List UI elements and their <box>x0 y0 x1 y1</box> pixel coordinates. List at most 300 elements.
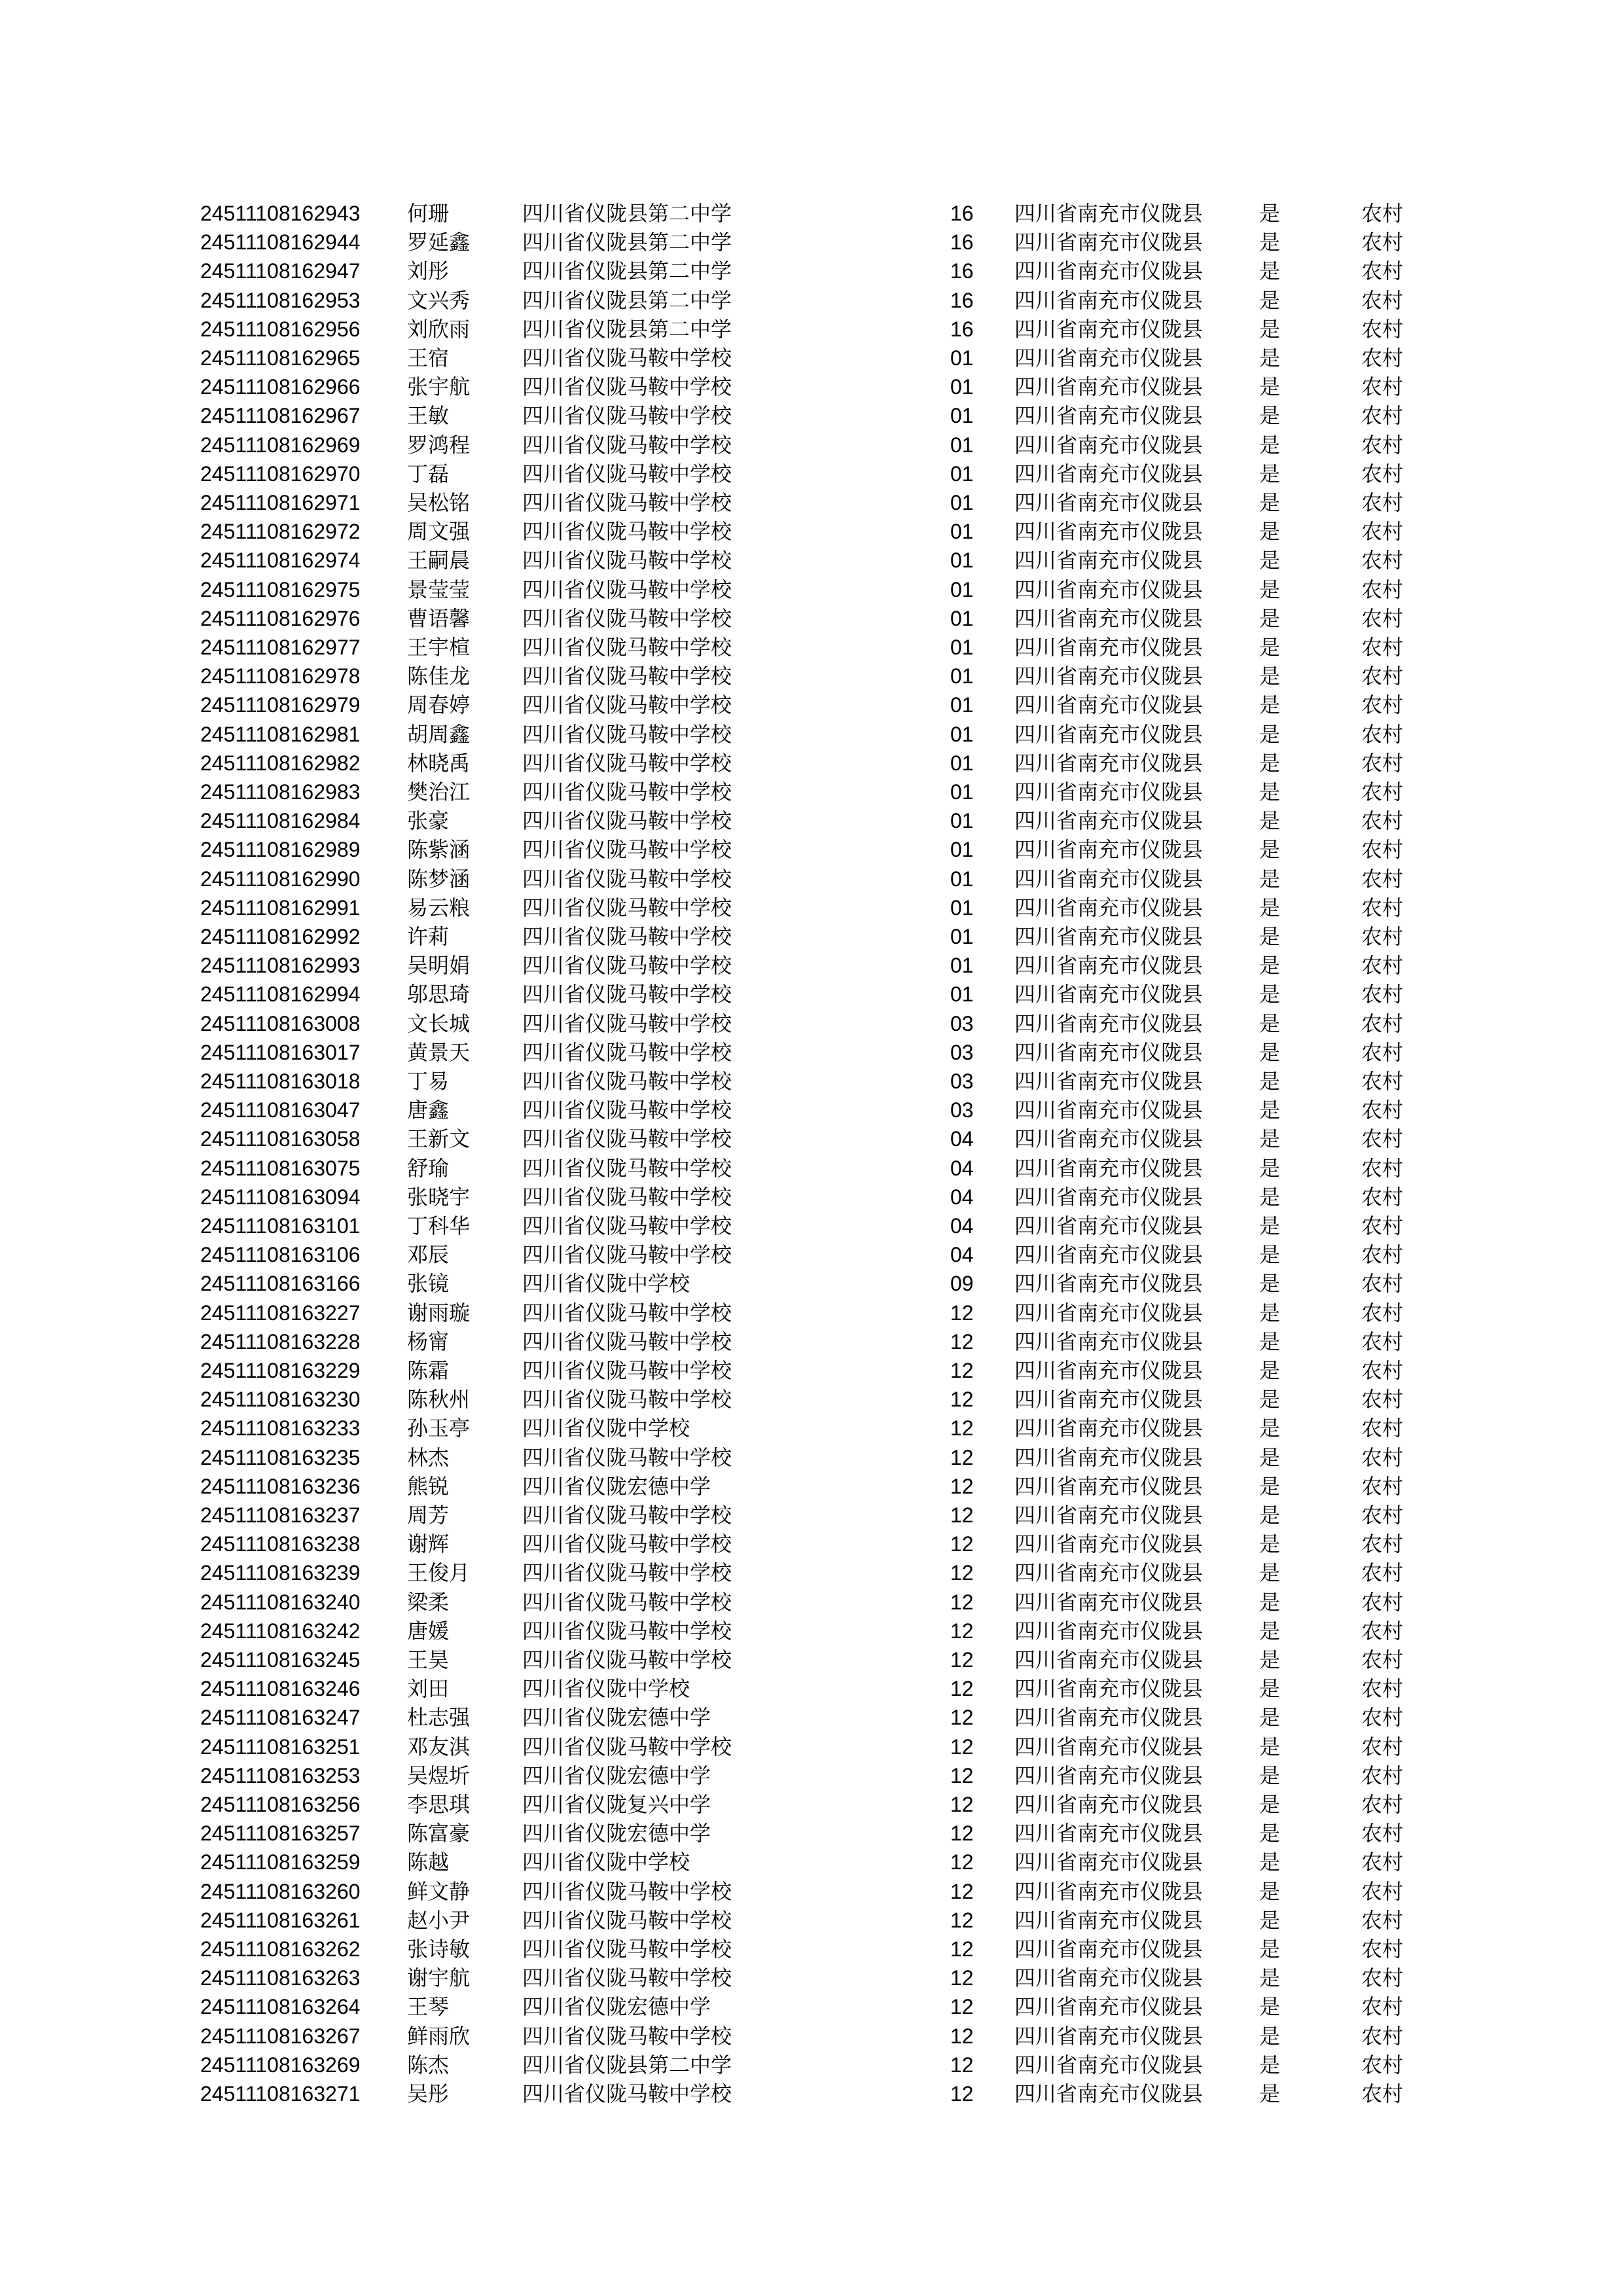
region-cell: 四川省南充市仪陇县 <box>1014 1734 1204 1759</box>
flag-cell: 是 <box>1259 1647 1281 1672</box>
region-cell: 四川省南充市仪陇县 <box>1014 1473 1204 1499</box>
person-name-cell: 王宇楦 <box>407 635 471 660</box>
flag-cell: 是 <box>1259 577 1281 602</box>
region-cell: 四川省南充市仪陇县 <box>1014 605 1204 631</box>
category-code-cell: 01 <box>950 636 974 659</box>
record-id-cell: 24511108163263 <box>200 1966 361 1990</box>
flag-cell: 是 <box>1259 519 1281 545</box>
household-type-cell: 农村 <box>1361 490 1404 515</box>
table-row <box>0 1501 1623 1530</box>
record-id-cell: 24511108162975 <box>200 577 361 601</box>
person-name-cell: 熊锐 <box>407 1473 450 1499</box>
household-type-cell: 农村 <box>1361 1618 1404 1643</box>
flag-cell: 是 <box>1259 1503 1281 1528</box>
category-code-cell: 12 <box>950 1937 974 1961</box>
school-name-cell: 四川省仪陇马鞍中学校 <box>522 1126 732 1152</box>
school-name-cell: 四川省仪陇县第二中学 <box>522 259 732 284</box>
record-id-cell: 24511108162992 <box>200 925 361 948</box>
category-code-cell: 01 <box>950 925 974 948</box>
person-name-cell: 周春婷 <box>407 692 471 718</box>
flag-cell: 是 <box>1259 259 1281 284</box>
household-type-cell: 农村 <box>1361 664 1404 689</box>
category-code-cell: 01 <box>950 577 974 601</box>
school-name-cell: 四川省仪陇马鞍中学校 <box>522 1532 732 1557</box>
region-cell: 四川省南充市仪陇县 <box>1014 1907 1204 1933</box>
person-name-cell: 王昊 <box>407 1647 450 1672</box>
table-row <box>0 1356 1623 1385</box>
person-name-cell: 王琴 <box>407 1994 450 2020</box>
flag-cell: 是 <box>1259 1589 1281 1615</box>
school-name-cell: 四川省仪陇马鞍中学校 <box>522 519 732 545</box>
flag-cell: 是 <box>1259 1387 1281 1412</box>
record-id-cell: 24511108163094 <box>200 1185 361 1209</box>
category-code-cell: 12 <box>950 1648 974 1672</box>
flag-cell: 是 <box>1259 548 1281 573</box>
table-row <box>0 286 1623 315</box>
category-code-cell: 01 <box>950 722 974 746</box>
record-id-cell: 24511108163261 <box>200 1908 361 1932</box>
flag-cell: 是 <box>1259 1184 1281 1210</box>
person-name-cell: 王宿 <box>407 346 450 370</box>
person-name-cell: 吴彤 <box>407 2081 450 2106</box>
table-row <box>0 1790 1623 1819</box>
school-name-cell: 四川省仪陇马鞍中学校 <box>522 605 732 631</box>
flag-cell: 是 <box>1259 982 1281 1007</box>
category-code-cell: 12 <box>950 1329 974 1354</box>
record-id-cell: 24511108163238 <box>200 1532 361 1556</box>
flag-cell: 是 <box>1259 924 1281 949</box>
person-name-cell: 杨甯 <box>407 1329 450 1354</box>
person-name-cell: 张豪 <box>407 808 450 834</box>
flag-cell: 是 <box>1259 837 1281 863</box>
school-name-cell: 四川省仪陇马鞍中学校 <box>522 432 732 457</box>
flag-cell: 是 <box>1259 1329 1281 1354</box>
school-name-cell: 四川省仪陇马鞍中学校 <box>522 1647 732 1672</box>
category-code-cell: 03 <box>950 1040 974 1064</box>
flag-cell: 是 <box>1259 1907 1281 1933</box>
school-name-cell: 四川省仪陇马鞍中学校 <box>522 1098 732 1123</box>
flag-cell: 是 <box>1259 692 1281 718</box>
record-id-cell: 24511108163257 <box>200 1821 361 1846</box>
person-name-cell: 丁磊 <box>407 461 450 486</box>
region-cell: 四川省南充市仪陇县 <box>1014 1532 1204 1557</box>
region-cell: 四川省南充市仪陇县 <box>1014 895 1204 920</box>
person-name-cell: 文长城 <box>407 1011 471 1036</box>
region-cell: 四川省南充市仪陇县 <box>1014 1705 1204 1731</box>
household-type-cell: 农村 <box>1361 1937 1404 1962</box>
record-id-cell: 24511108162947 <box>200 259 361 283</box>
school-name-cell: 四川省仪陇中学校 <box>522 1850 690 1875</box>
household-type-cell: 农村 <box>1361 403 1404 429</box>
school-name-cell: 四川省仪陇马鞍中学校 <box>522 1503 732 1528</box>
flag-cell: 是 <box>1259 635 1281 660</box>
flag-cell: 是 <box>1259 895 1281 920</box>
flag-cell: 是 <box>1259 721 1281 747</box>
category-code-cell: 01 <box>950 867 974 891</box>
region-cell: 四川省南充市仪陇县 <box>1014 1965 1204 1991</box>
school-name-cell: 四川省仪陇马鞍中学校 <box>522 750 732 776</box>
household-type-cell: 农村 <box>1361 1126 1404 1152</box>
school-name-cell: 四川省仪陇马鞍中学校 <box>522 924 732 949</box>
school-name-cell: 四川省仪陇马鞍中学校 <box>522 1444 732 1470</box>
flag-cell: 是 <box>1259 1358 1281 1383</box>
flag-cell: 是 <box>1259 1213 1281 1238</box>
flag-cell: 是 <box>1259 1965 1281 1991</box>
category-code-cell: 16 <box>950 288 974 312</box>
household-type-cell: 农村 <box>1361 924 1404 949</box>
table-row <box>0 1038 1623 1067</box>
flag-cell: 是 <box>1259 201 1281 226</box>
category-code-cell: 12 <box>950 1793 974 1816</box>
school-name-cell: 四川省仪陇马鞍中学校 <box>522 866 732 891</box>
category-code-cell: 16 <box>950 317 974 341</box>
region-cell: 四川省南充市仪陇县 <box>1014 432 1204 457</box>
table-row <box>0 1472 1623 1501</box>
category-code-cell: 12 <box>950 2053 974 2077</box>
school-name-cell: 四川省仪陇宏德中学 <box>522 1821 711 1846</box>
person-name-cell: 梁柔 <box>407 1589 450 1615</box>
category-code-cell: 12 <box>950 1734 974 1759</box>
category-code-cell: 12 <box>950 1619 974 1643</box>
household-type-cell: 农村 <box>1361 750 1404 776</box>
table-row <box>0 228 1623 257</box>
category-code-cell: 01 <box>950 664 974 689</box>
record-id-cell: 24511108163047 <box>200 1098 361 1122</box>
record-id-cell: 24511108163228 <box>200 1329 361 1354</box>
household-type-cell: 农村 <box>1361 692 1404 718</box>
table-row <box>0 315 1623 344</box>
flag-cell: 是 <box>1259 1416 1281 1441</box>
record-id-cell: 24511108163256 <box>200 1793 361 1816</box>
category-code-cell: 12 <box>950 1388 974 1412</box>
person-name-cell: 谢宇航 <box>407 1965 471 1991</box>
school-name-cell: 四川省仪陇马鞍中学校 <box>522 1329 732 1354</box>
record-id-cell: 24511108162956 <box>200 317 361 341</box>
category-code-cell: 12 <box>950 1995 974 2019</box>
table-row <box>0 1906 1623 1935</box>
region-cell: 四川省南充市仪陇县 <box>1014 1676 1204 1702</box>
table-row <box>0 372 1623 401</box>
household-type-cell: 农村 <box>1361 1039 1404 1065</box>
person-name-cell: 谢雨璇 <box>407 1300 471 1325</box>
table-row <box>0 604 1623 633</box>
table-row <box>0 951 1623 980</box>
table-row <box>0 1269 1623 1298</box>
household-type-cell: 农村 <box>1361 721 1404 747</box>
school-name-cell: 四川省仪陇马鞍中学校 <box>522 577 732 602</box>
school-name-cell: 四川省仪陇马鞍中学校 <box>522 837 732 863</box>
household-type-cell: 农村 <box>1361 1069 1404 1094</box>
person-name-cell: 鲜文静 <box>407 1878 471 1904</box>
record-id-cell: 24511108163166 <box>200 1272 361 1296</box>
table-row <box>0 1964 1623 1992</box>
person-name-cell: 许莉 <box>407 924 450 949</box>
record-id-cell: 24511108162991 <box>200 895 361 920</box>
category-code-cell: 01 <box>950 780 974 804</box>
person-name-cell: 罗延鑫 <box>407 230 471 255</box>
table-row <box>0 1414 1623 1443</box>
household-type-cell: 农村 <box>1361 837 1404 863</box>
flag-cell: 是 <box>1259 230 1281 255</box>
table-row <box>0 835 1623 864</box>
record-id-cell: 24511108163246 <box>200 1677 361 1701</box>
flag-cell: 是 <box>1259 1850 1281 1875</box>
table-row <box>0 1240 1623 1269</box>
table-row <box>0 1617 1623 1645</box>
school-name-cell: 四川省仪陇县第二中学 <box>522 287 732 313</box>
person-name-cell: 丁科华 <box>407 1213 471 1238</box>
region-cell: 四川省南充市仪陇县 <box>1014 1011 1204 1036</box>
household-type-cell: 农村 <box>1361 1416 1404 1441</box>
household-type-cell: 农村 <box>1361 1184 1404 1210</box>
region-cell: 四川省南充市仪陇县 <box>1014 1387 1204 1412</box>
category-code-cell: 12 <box>950 1532 974 1556</box>
region-cell: 四川省南充市仪陇县 <box>1014 201 1204 226</box>
flag-cell: 是 <box>1259 1878 1281 1904</box>
household-type-cell: 农村 <box>1361 982 1404 1007</box>
category-code-cell: 01 <box>950 838 974 862</box>
region-cell: 四川省南充市仪陇县 <box>1014 1821 1204 1846</box>
school-name-cell: 四川省仪陇马鞍中学校 <box>522 1300 732 1325</box>
region-cell: 四川省南充市仪陇县 <box>1014 1878 1204 1904</box>
region-cell: 四川省南充市仪陇县 <box>1014 316 1204 342</box>
household-type-cell: 农村 <box>1361 1011 1404 1036</box>
category-code-cell: 16 <box>950 230 974 255</box>
household-type-cell: 农村 <box>1361 201 1404 226</box>
person-name-cell: 张晓宇 <box>407 1184 471 1210</box>
household-type-cell: 农村 <box>1361 1213 1404 1238</box>
flag-cell: 是 <box>1259 461 1281 486</box>
flag-cell: 是 <box>1259 808 1281 834</box>
record-id-cell: 24511108162984 <box>200 809 361 833</box>
table-row <box>0 865 1623 893</box>
region-cell: 四川省南充市仪陇县 <box>1014 1039 1204 1065</box>
region-cell: 四川省南充市仪陇县 <box>1014 1069 1204 1094</box>
flag-cell: 是 <box>1259 2081 1281 2106</box>
record-id-cell: 24511108163229 <box>200 1359 361 1382</box>
record-id-cell: 24511108162977 <box>200 636 361 659</box>
flag-cell: 是 <box>1259 1011 1281 1036</box>
region-cell: 四川省南充市仪陇县 <box>1014 866 1204 891</box>
person-name-cell: 黄景天 <box>407 1039 471 1065</box>
person-name-cell: 杜志强 <box>407 1705 471 1731</box>
table-row <box>0 1674 1623 1703</box>
table-row <box>0 1558 1623 1587</box>
flag-cell: 是 <box>1259 1271 1281 1297</box>
flag-cell: 是 <box>1259 1821 1281 1846</box>
school-name-cell: 四川省仪陇马鞍中学校 <box>522 1155 732 1181</box>
person-name-cell: 周文强 <box>407 519 471 545</box>
category-code-cell: 03 <box>950 1069 974 1093</box>
person-name-cell: 刘田 <box>407 1676 450 1702</box>
table-row <box>0 1327 1623 1356</box>
region-cell: 四川省南充市仪陇县 <box>1014 1647 1204 1672</box>
person-name-cell: 唐鑫 <box>407 1098 450 1123</box>
household-type-cell: 农村 <box>1361 866 1404 891</box>
region-cell: 四川省南充市仪陇县 <box>1014 1155 1204 1181</box>
category-code-cell: 12 <box>950 1300 974 1325</box>
household-type-cell: 农村 <box>1361 1387 1404 1412</box>
flag-cell: 是 <box>1259 1734 1281 1759</box>
table-row <box>0 257 1623 285</box>
person-name-cell: 谢辉 <box>407 1532 450 1557</box>
region-cell: 四川省南充市仪陇县 <box>1014 837 1204 863</box>
household-type-cell: 农村 <box>1361 548 1404 573</box>
person-name-cell: 王俊月 <box>407 1560 471 1586</box>
flag-cell: 是 <box>1259 1676 1281 1702</box>
school-name-cell: 四川省仪陇马鞍中学校 <box>522 1618 732 1643</box>
table-row <box>0 1530 1623 1558</box>
table-row <box>0 1935 1623 1964</box>
table-row <box>0 1848 1623 1876</box>
region-cell: 四川省南充市仪陇县 <box>1014 692 1204 718</box>
school-name-cell: 四川省仪陇宏德中学 <box>522 1473 711 1499</box>
category-code-cell: 12 <box>950 1445 974 1469</box>
record-id-cell: 24511108163259 <box>200 1850 361 1874</box>
household-type-cell: 农村 <box>1361 1850 1404 1875</box>
person-name-cell: 陈杰 <box>407 2052 450 2077</box>
person-name-cell: 吴松铭 <box>407 490 471 515</box>
person-name-cell: 林晓禹 <box>407 750 471 776</box>
table-row <box>0 575 1623 604</box>
region-cell: 四川省南充市仪陇县 <box>1014 1503 1204 1528</box>
region-cell: 四川省南充市仪陇县 <box>1014 490 1204 515</box>
school-name-cell: 四川省仪陇中学校 <box>522 1416 690 1441</box>
person-name-cell: 孙玉亭 <box>407 1416 471 1441</box>
category-code-cell: 04 <box>950 1243 974 1267</box>
table-row <box>0 1096 1623 1124</box>
region-cell: 四川省南充市仪陇县 <box>1014 461 1204 486</box>
flag-cell: 是 <box>1259 1098 1281 1123</box>
flag-cell: 是 <box>1259 1444 1281 1470</box>
person-name-cell: 陈梦涵 <box>407 866 471 891</box>
category-code-cell: 03 <box>950 1011 974 1035</box>
region-cell: 四川省南充市仪陇县 <box>1014 2081 1204 2106</box>
record-id-cell: 24511108163242 <box>200 1619 361 1643</box>
record-id-cell: 24511108162969 <box>200 433 361 457</box>
school-name-cell: 四川省仪陇宏德中学 <box>522 1705 711 1731</box>
record-id-cell: 24511108162982 <box>200 751 361 775</box>
record-id-cell: 24511108163101 <box>200 1214 361 1238</box>
record-id-cell: 24511108163240 <box>200 1590 361 1614</box>
table-row <box>0 633 1623 662</box>
flag-cell: 是 <box>1259 1300 1281 1325</box>
category-code-cell: 01 <box>950 693 974 717</box>
household-type-cell: 农村 <box>1361 2023 1404 2049</box>
school-name-cell: 四川省仪陇马鞍中学校 <box>522 1011 732 1036</box>
household-type-cell: 农村 <box>1361 2052 1404 2077</box>
person-name-cell: 陈霜 <box>407 1358 450 1383</box>
school-name-cell: 四川省仪陇马鞍中学校 <box>522 403 732 429</box>
household-type-cell: 农村 <box>1361 1821 1404 1846</box>
person-name-cell: 易云粮 <box>407 895 471 920</box>
region-cell: 四川省南充市仪陇县 <box>1014 519 1204 545</box>
household-type-cell: 农村 <box>1361 1098 1404 1123</box>
school-name-cell: 四川省仪陇马鞍中学校 <box>522 664 732 689</box>
record-id-cell: 24511108163239 <box>200 1561 361 1585</box>
table-row <box>0 1009 1623 1038</box>
record-id-cell: 24511108162978 <box>200 664 361 689</box>
flag-cell: 是 <box>1259 1763 1281 1788</box>
table-row <box>0 1761 1623 1790</box>
record-id-cell: 24511108163075 <box>200 1156 361 1180</box>
category-code-cell: 12 <box>950 1821 974 1846</box>
school-name-cell: 四川省仪陇马鞍中学校 <box>522 721 732 747</box>
region-cell: 四川省南充市仪陇县 <box>1014 1444 1204 1470</box>
flag-cell: 是 <box>1259 1242 1281 1268</box>
region-cell: 四川省南充市仪陇县 <box>1014 1126 1204 1152</box>
table-row <box>0 1183 1623 1211</box>
person-name-cell: 李思琪 <box>407 1792 471 1817</box>
region-cell: 四川省南充市仪陇县 <box>1014 924 1204 949</box>
school-name-cell: 四川省仪陇宏德中学 <box>522 1994 711 2020</box>
person-name-cell: 曹语馨 <box>407 605 471 631</box>
region-cell: 四川省南充市仪陇县 <box>1014 287 1204 313</box>
household-type-cell: 农村 <box>1361 953 1404 978</box>
region-cell: 四川省南充市仪陇县 <box>1014 1098 1204 1123</box>
category-code-cell: 12 <box>950 1850 974 1874</box>
person-name-cell: 鲜雨欣 <box>407 2023 471 2049</box>
category-code-cell: 12 <box>950 1474 974 1498</box>
region-cell: 四川省南充市仪陇县 <box>1014 982 1204 1007</box>
school-name-cell: 四川省仪陇马鞍中学校 <box>522 1878 732 1904</box>
region-cell: 四川省南充市仪陇县 <box>1014 1329 1204 1354</box>
school-name-cell: 四川省仪陇马鞍中学校 <box>522 1242 732 1268</box>
person-name-cell: 罗鸿程 <box>407 432 471 457</box>
record-id-cell: 24511108162994 <box>200 982 361 1007</box>
table-row <box>0 1385 1623 1414</box>
school-name-cell: 四川省仪陇马鞍中学校 <box>522 1039 732 1065</box>
household-type-cell: 农村 <box>1361 461 1404 486</box>
household-type-cell: 农村 <box>1361 1647 1404 1672</box>
record-id-cell: 24511108163235 <box>200 1445 361 1469</box>
category-code-cell: 12 <box>950 2082 974 2106</box>
school-name-cell: 四川省仪陇马鞍中学校 <box>522 374 732 400</box>
region-cell: 四川省南充市仪陇县 <box>1014 780 1204 804</box>
household-type-cell: 农村 <box>1361 1878 1404 1904</box>
person-name-cell: 邬思琦 <box>407 982 471 1007</box>
record-id-cell: 24511108163251 <box>200 1734 361 1759</box>
school-name-cell: 四川省仪陇县第二中学 <box>522 316 732 342</box>
record-id-cell: 24511108163017 <box>200 1040 361 1064</box>
table-row <box>0 1154 1623 1183</box>
record-id-cell: 24511108162970 <box>200 461 361 486</box>
category-code-cell: 12 <box>950 1966 974 1990</box>
record-id-cell: 24511108163245 <box>200 1648 361 1672</box>
record-id-cell: 24511108162989 <box>200 838 361 862</box>
region-cell: 四川省南充市仪陇县 <box>1014 403 1204 429</box>
category-code-cell: 12 <box>950 1503 974 1527</box>
table-row <box>0 401 1623 430</box>
table-row <box>0 893 1623 922</box>
school-name-cell: 四川省仪陇马鞍中学校 <box>522 982 732 1007</box>
record-id-cell: 24511108163262 <box>200 1937 361 1961</box>
category-code-cell: 09 <box>950 1272 974 1296</box>
table-row <box>0 2022 1623 2051</box>
record-id-cell: 24511108163236 <box>200 1474 361 1498</box>
household-type-cell: 农村 <box>1361 1705 1404 1731</box>
category-code-cell: 01 <box>950 433 974 457</box>
record-id-cell: 24511108163247 <box>200 1706 361 1730</box>
record-id-cell: 24511108162944 <box>200 230 361 255</box>
school-name-cell: 四川省仪陇宏德中学 <box>522 1763 711 1788</box>
category-code-cell: 12 <box>950 1763 974 1787</box>
region-cell: 四川省南充市仪陇县 <box>1014 2023 1204 2049</box>
region-cell: 四川省南充市仪陇县 <box>1014 721 1204 747</box>
flag-cell: 是 <box>1259 1937 1281 1962</box>
school-name-cell: 四川省仪陇县第二中学 <box>522 201 732 226</box>
region-cell: 四川省南充市仪陇县 <box>1014 577 1204 602</box>
